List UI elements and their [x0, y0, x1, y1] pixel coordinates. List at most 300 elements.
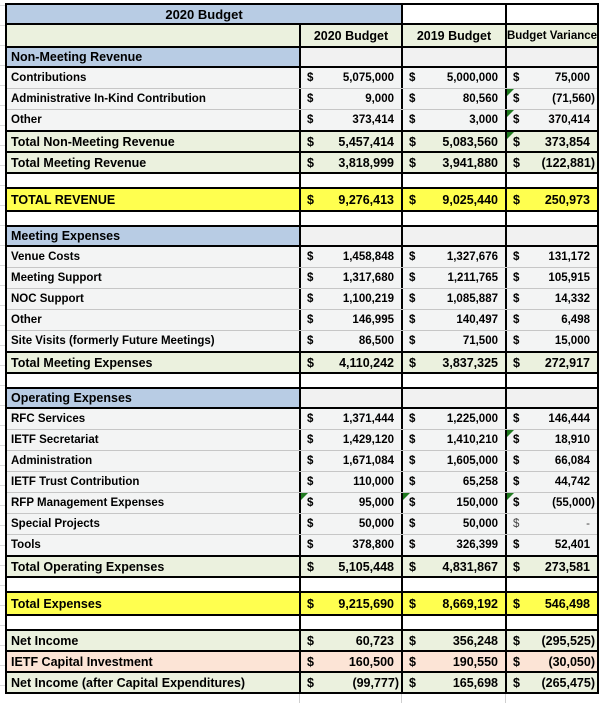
- currency-symbol: $: [513, 596, 520, 611]
- amount: 95,000: [358, 497, 394, 509]
- amount: 370,414: [548, 114, 590, 126]
- cell-2019-budget[interactable]: [401, 616, 505, 629]
- table-row: [7, 514, 597, 535]
- row-label: Venue Costs: [11, 251, 81, 263]
- currency-symbol: $: [307, 293, 314, 305]
- cell-budget-variance[interactable]: [505, 472, 597, 492]
- cell-2019-budget[interactable]: [401, 652, 505, 671]
- cell-budget-variance[interactable]: [505, 227, 597, 245]
- row-label-cell[interactable]: [7, 389, 299, 407]
- currency-symbol: $: [409, 114, 416, 126]
- amount: 5,000,000: [446, 72, 498, 84]
- cell-2020-budget[interactable]: [299, 110, 401, 130]
- cell-budget-variance[interactable]: [505, 68, 597, 88]
- row-label: Meeting Support: [11, 272, 102, 284]
- cell-2020-budget[interactable]: [299, 472, 401, 492]
- cell-2020-budget[interactable]: [299, 616, 401, 629]
- amount: 60,723: [355, 633, 394, 648]
- row-label: Total Meeting Expenses: [11, 355, 153, 370]
- banner-title-cell[interactable]: [7, 5, 401, 23]
- amount: 66,084: [554, 455, 590, 467]
- table-row: [7, 110, 597, 132]
- cell-2020-budget[interactable]: [299, 331, 401, 351]
- cell-budget-variance[interactable]: [505, 557, 597, 576]
- cell-2019-budget[interactable]: [401, 472, 505, 492]
- table-row: [7, 289, 597, 310]
- error-indicator-triangle-icon: [507, 89, 514, 96]
- amount: 1,605,000: [446, 455, 498, 467]
- amount: (122,881): [541, 155, 595, 170]
- cell-budget-variance[interactable]: [505, 48, 597, 66]
- amount: 146,444: [548, 413, 590, 425]
- row-label-cell[interactable]: [7, 472, 299, 492]
- cell-2020-budget[interactable]: [299, 652, 401, 671]
- cell-budget-variance[interactable]: [505, 132, 597, 151]
- currency-symbol: $: [409, 272, 416, 284]
- row-label-cell[interactable]: [7, 212, 299, 225]
- banner-empty-cell-variance[interactable]: [505, 5, 597, 23]
- amount: 52,401: [554, 539, 590, 551]
- table-row: [7, 153, 597, 174]
- table-row: [7, 331, 597, 353]
- cell-2020-budget[interactable]: [299, 593, 401, 614]
- row-label: Total Expenses: [11, 596, 102, 611]
- spacer-row: [7, 578, 597, 593]
- cell-budget-variance[interactable]: [505, 493, 597, 513]
- amount: 5,457,414: [338, 134, 394, 149]
- cell-2020-budget[interactable]: [299, 212, 401, 225]
- amount: 150,000: [456, 497, 498, 509]
- cell-budget-variance[interactable]: [505, 631, 597, 650]
- amount: 5,105,448: [338, 559, 394, 574]
- currency-symbol: $: [307, 633, 314, 648]
- amount: 373,854: [544, 134, 590, 149]
- currency-symbol: $: [409, 355, 416, 370]
- currency-symbol: $: [409, 675, 416, 690]
- amount: (99,777): [352, 675, 399, 690]
- cell-budget-variance[interactable]: [505, 578, 597, 591]
- amount: 373,414: [352, 114, 394, 126]
- cell-2020-budget[interactable]: [299, 89, 401, 109]
- cell-2020-budget[interactable]: [299, 268, 401, 288]
- row-label-cell[interactable]: [7, 247, 299, 267]
- currency-symbol: $: [513, 654, 520, 669]
- cell-2019-budget[interactable]: [401, 227, 505, 245]
- table-row: [7, 535, 597, 557]
- currency-symbol: $: [307, 355, 314, 370]
- amount: 4,110,242: [339, 355, 394, 370]
- cell-2020-budget[interactable]: [299, 631, 401, 650]
- row-label-cell[interactable]: [7, 430, 299, 450]
- cell-2020-budget[interactable]: [299, 578, 401, 591]
- cell-budget-variance[interactable]: [505, 310, 597, 330]
- amount: 3,837,325: [442, 355, 498, 370]
- error-indicator-triangle-icon: [507, 493, 514, 500]
- cell-2020-budget[interactable]: [299, 353, 401, 372]
- amount: (295,525): [541, 633, 595, 648]
- row-label-cell[interactable]: [7, 631, 299, 650]
- cell-budget-variance[interactable]: [505, 331, 597, 351]
- row-label-cell[interactable]: [7, 227, 299, 245]
- cell-2020-budget[interactable]: [299, 227, 401, 245]
- currency-symbol: $: [307, 654, 314, 669]
- cell-budget-variance[interactable]: [505, 409, 597, 429]
- currency-symbol: $: [307, 559, 314, 574]
- amount: 190,550: [452, 654, 498, 669]
- cell-2019-budget[interactable]: [401, 212, 505, 225]
- row-label-cell[interactable]: [7, 514, 299, 534]
- cell-2019-budget[interactable]: [401, 430, 505, 450]
- error-indicator-triangle-icon: [403, 493, 410, 500]
- cell-budget-variance[interactable]: [505, 535, 597, 555]
- cell-2019-budget[interactable]: [401, 331, 505, 351]
- table-row: [7, 593, 597, 616]
- row-label-cell[interactable]: [7, 48, 299, 66]
- row-label: IETF Capital Investment: [11, 654, 153, 669]
- cell-2019-budget[interactable]: [401, 189, 505, 210]
- row-label-cell[interactable]: [7, 673, 299, 692]
- amount: 9,025,440: [442, 192, 498, 207]
- table-row: [7, 673, 597, 692]
- banner-title: 2020 Budget: [165, 6, 243, 22]
- cell-2020-budget[interactable]: [299, 289, 401, 309]
- cell-budget-variance[interactable]: [505, 89, 597, 109]
- cell-2019-budget[interactable]: [401, 153, 505, 172]
- table-row: [7, 451, 597, 472]
- cell-budget-variance[interactable]: [505, 652, 597, 671]
- currency-symbol: $: [513, 93, 520, 105]
- row-label-cell[interactable]: [7, 89, 299, 109]
- row-label-cell[interactable]: [7, 268, 299, 288]
- amount: (265,475): [541, 675, 595, 690]
- amount: 6,498: [561, 314, 590, 326]
- amount: 250,973: [544, 192, 590, 207]
- amount: 65,258: [462, 476, 498, 488]
- currency-symbol: $: [307, 272, 314, 284]
- cell-2020-budget[interactable]: [299, 535, 401, 555]
- cell-2019-budget[interactable]: [401, 451, 505, 471]
- cell-budget-variance[interactable]: [505, 514, 597, 534]
- currency-symbol: $: [513, 476, 520, 488]
- cell-2019-budget[interactable]: [401, 673, 505, 692]
- amount: 15,000: [554, 335, 590, 347]
- cell-budget-variance[interactable]: [505, 451, 597, 471]
- cell-2020-budget[interactable]: [299, 48, 401, 66]
- currency-symbol: $: [513, 314, 520, 326]
- table-row: [7, 268, 597, 289]
- cell-budget-variance[interactable]: [505, 110, 597, 130]
- cell-budget-variance[interactable]: [505, 153, 597, 172]
- currency-symbol: $: [307, 539, 314, 551]
- currency-symbol: $: [513, 155, 520, 170]
- cell-2019-budget[interactable]: [401, 493, 505, 513]
- row-label-cell[interactable]: [7, 189, 299, 210]
- amount: 5,075,000: [342, 72, 394, 84]
- row-label-cell[interactable]: [7, 535, 299, 555]
- error-indicator-triangle-icon: [301, 493, 308, 500]
- row-label-cell[interactable]: [7, 409, 299, 429]
- currency-symbol: $: [409, 155, 416, 170]
- currency-symbol: $: [409, 434, 416, 446]
- amount: 356,248: [452, 633, 498, 648]
- corner-cell[interactable]: [7, 25, 299, 46]
- cell-2019-budget[interactable]: [401, 389, 505, 407]
- currency-symbol: $: [307, 251, 314, 263]
- cell-budget-variance[interactable]: [505, 174, 597, 187]
- currency-symbol: $: [409, 596, 416, 611]
- cell-2020-budget[interactable]: [299, 153, 401, 172]
- row-label-cell[interactable]: [7, 310, 299, 330]
- row-label-cell[interactable]: [7, 493, 299, 513]
- cell-2019-budget[interactable]: [401, 268, 505, 288]
- cell-2019-budget[interactable]: [401, 68, 505, 88]
- amount: 8,669,192: [442, 596, 498, 611]
- cell-2019-budget[interactable]: [401, 89, 505, 109]
- banner-empty-cell-2019[interactable]: [401, 5, 505, 23]
- row-label-cell[interactable]: [7, 616, 299, 629]
- amount: 80,560: [462, 93, 498, 105]
- currency-symbol: $: [409, 559, 416, 574]
- cell-budget-variance[interactable]: [505, 353, 597, 372]
- table-row: [7, 409, 597, 430]
- currency-symbol: $: [409, 518, 416, 530]
- row-label: Net Income (after Capital Expenditures): [11, 675, 246, 690]
- currency-symbol: $: [409, 335, 416, 347]
- amount: 4,831,867: [442, 559, 498, 574]
- amount: 9,000: [365, 93, 394, 105]
- column-header-label: Budget Variance: [506, 29, 598, 42]
- currency-symbol: $: [409, 654, 416, 669]
- cell-2019-budget[interactable]: [401, 514, 505, 534]
- column-header-2020-budget[interactable]: [299, 25, 401, 46]
- row-label: Special Projects: [11, 518, 100, 530]
- row-label-cell[interactable]: [7, 593, 299, 614]
- spacer-row: [7, 616, 597, 631]
- amount: 75,000: [554, 72, 590, 84]
- cell-budget-variance[interactable]: [505, 389, 597, 407]
- currency-symbol: $: [409, 134, 416, 149]
- cell-2020-budget[interactable]: [299, 451, 401, 471]
- currency-symbol: $: [513, 497, 520, 509]
- amount: 5,083,560: [442, 134, 498, 149]
- spreadsheet: [0, 3, 601, 688]
- cell-2019-budget[interactable]: [401, 289, 505, 309]
- currency-symbol: $: [409, 455, 416, 467]
- currency-symbol: $: [307, 675, 314, 690]
- cell-2019-budget[interactable]: [401, 353, 505, 372]
- currency-symbol: $: [513, 335, 520, 347]
- cell-budget-variance[interactable]: [505, 616, 597, 629]
- amount: 378,800: [352, 539, 394, 551]
- row-label: Non-Meeting Revenue: [11, 50, 143, 64]
- currency-symbol: $: [307, 518, 314, 530]
- cell-2020-budget[interactable]: [299, 514, 401, 534]
- table-row: [7, 430, 597, 451]
- cell-2019-budget[interactable]: [401, 409, 505, 429]
- cell-2019-budget[interactable]: [401, 110, 505, 130]
- cell-2020-budget[interactable]: [299, 374, 401, 387]
- cell-2020-budget[interactable]: [299, 174, 401, 187]
- cell-budget-variance[interactable]: [505, 212, 597, 225]
- cell-2020-budget[interactable]: [299, 247, 401, 267]
- currency-symbol: $: [307, 476, 314, 488]
- currency-symbol: $: [513, 413, 520, 425]
- cell-2020-budget[interactable]: [299, 68, 401, 88]
- amount: 1,371,444: [342, 413, 394, 425]
- row-label-cell[interactable]: [7, 110, 299, 130]
- currency-symbol: $: [513, 633, 520, 648]
- currency-symbol: $: [409, 539, 416, 551]
- cell-2020-budget[interactable]: [299, 389, 401, 407]
- row-label: RFP Management Expenses: [11, 497, 165, 509]
- amount: 14,332: [554, 293, 590, 305]
- table-row: [7, 227, 597, 247]
- row-label: IETF Trust Contribution: [11, 476, 140, 488]
- currency-symbol: $: [513, 539, 520, 551]
- table-row: [7, 493, 597, 514]
- cell-2020-budget[interactable]: [299, 310, 401, 330]
- currency-symbol: $: [307, 134, 314, 149]
- column-header-label: 2019 Budget: [416, 28, 492, 43]
- table-row: [7, 48, 597, 68]
- currency-symbol: $: [513, 72, 520, 84]
- currency-symbol: $: [513, 251, 520, 263]
- spacer-row: [7, 174, 597, 189]
- cell-2020-budget[interactable]: [299, 493, 401, 513]
- row-label: Administration: [11, 455, 93, 467]
- currency-symbol: $: [307, 434, 314, 446]
- cell-2019-budget[interactable]: [401, 247, 505, 267]
- currency-symbol: $: [513, 134, 520, 149]
- row-label-cell[interactable]: [7, 652, 299, 671]
- table-row: [7, 68, 597, 89]
- row-label: IETF Secretariat: [11, 434, 99, 446]
- amount: (71,560): [552, 93, 595, 105]
- amount: 546,498: [544, 596, 590, 611]
- amount: 1,100,219: [342, 293, 394, 305]
- row-label-cell[interactable]: [7, 331, 299, 351]
- column-header-budget-variance[interactable]: [505, 25, 597, 46]
- cell-2019-budget[interactable]: [401, 174, 505, 187]
- amount: 272,917: [544, 355, 590, 370]
- cell-budget-variance[interactable]: [505, 430, 597, 450]
- amount: (55,000): [552, 497, 595, 509]
- error-indicator-triangle-icon: [507, 110, 514, 117]
- cell-2019-budget[interactable]: [401, 578, 505, 591]
- amount: 71,500: [462, 335, 498, 347]
- cell-2020-budget[interactable]: [299, 132, 401, 151]
- amount: 1,211,765: [447, 272, 498, 284]
- row-label: Other: [11, 314, 42, 326]
- currency-symbol: $: [513, 293, 520, 305]
- amount: 110,000: [353, 476, 394, 488]
- column-header-2019-budget[interactable]: [401, 25, 505, 46]
- currency-symbol: $: [307, 72, 314, 84]
- cell-budget-variance[interactable]: [505, 189, 597, 210]
- cell-budget-variance[interactable]: [505, 673, 597, 692]
- cell-budget-variance[interactable]: [505, 247, 597, 267]
- currency-symbol: $: [307, 314, 314, 326]
- amount: 50,000: [358, 518, 394, 530]
- cell-2019-budget[interactable]: [401, 374, 505, 387]
- row-label: TOTAL REVENUE: [11, 192, 116, 207]
- currency-symbol: $: [307, 335, 314, 347]
- row-label: Total Non-Meeting Revenue: [11, 134, 175, 149]
- currency-symbol: $: [409, 72, 416, 84]
- cell-2020-budget[interactable]: [299, 557, 401, 576]
- row-label-cell[interactable]: [7, 578, 299, 591]
- amount: 1,225,000: [446, 413, 498, 425]
- cell-budget-variance[interactable]: [505, 268, 597, 288]
- amount: 1,410,210: [446, 434, 498, 446]
- row-label-cell[interactable]: [7, 153, 299, 172]
- column-header-row: [7, 25, 597, 48]
- row-label: RFC Services: [11, 413, 86, 425]
- row-label: Site Visits (formerly Future Meetings): [11, 335, 215, 347]
- amount: 1,327,676: [446, 251, 498, 263]
- row-label: NOC Support: [11, 293, 84, 305]
- row-label-cell[interactable]: [7, 289, 299, 309]
- row-label-cell[interactable]: [7, 353, 299, 372]
- table-row: [7, 189, 597, 212]
- row-label: Operating Expenses: [11, 391, 132, 405]
- row-label: Total Meeting Revenue: [11, 155, 147, 170]
- cell-2020-budget[interactable]: [299, 673, 401, 692]
- amount: 1,085,887: [446, 293, 498, 305]
- error-indicator-triangle-icon: [507, 430, 514, 437]
- row-label-cell[interactable]: [7, 374, 299, 387]
- cell-2019-budget[interactable]: [401, 132, 505, 151]
- cell-budget-variance[interactable]: [505, 374, 597, 387]
- row-label: Total Operating Expenses: [11, 559, 165, 574]
- currency-symbol: $: [513, 675, 520, 690]
- cell-2020-budget[interactable]: [299, 430, 401, 450]
- table-row: [7, 310, 597, 331]
- row-label: Contributions: [11, 72, 87, 84]
- row-label-cell[interactable]: [7, 451, 299, 471]
- row-label-cell[interactable]: [7, 557, 299, 576]
- currency-symbol: $: [409, 293, 416, 305]
- cell-budget-variance[interactable]: [505, 289, 597, 309]
- cell-2019-budget[interactable]: [401, 310, 505, 330]
- cell-2020-budget[interactable]: [299, 409, 401, 429]
- amount: 273,581: [544, 559, 590, 574]
- cell-2019-budget[interactable]: [401, 631, 505, 650]
- cell-2019-budget[interactable]: [401, 535, 505, 555]
- row-label-cell[interactable]: [7, 174, 299, 187]
- row-label-cell[interactable]: [7, 68, 299, 88]
- cell-2019-budget[interactable]: [401, 593, 505, 614]
- amount: 3,000: [469, 114, 498, 126]
- currency-symbol: $: [513, 114, 520, 126]
- cell-budget-variance[interactable]: [505, 593, 597, 614]
- cell-2019-budget[interactable]: [401, 48, 505, 66]
- row-label-cell[interactable]: [7, 132, 299, 151]
- table-row: [7, 89, 597, 110]
- currency-symbol: $: [409, 497, 416, 509]
- amount: 1,429,120: [342, 434, 394, 446]
- currency-symbol: $: [513, 455, 520, 467]
- table-row: [7, 652, 597, 673]
- cell-2020-budget[interactable]: [299, 189, 401, 210]
- table-row: [7, 353, 597, 374]
- cell-2019-budget[interactable]: [401, 557, 505, 576]
- budget-table: [5, 3, 599, 694]
- currency-symbol: $: [409, 413, 416, 425]
- amount: 3,941,880: [442, 155, 498, 170]
- currency-symbol: $: [513, 355, 520, 370]
- currency-symbol: $: [409, 633, 416, 648]
